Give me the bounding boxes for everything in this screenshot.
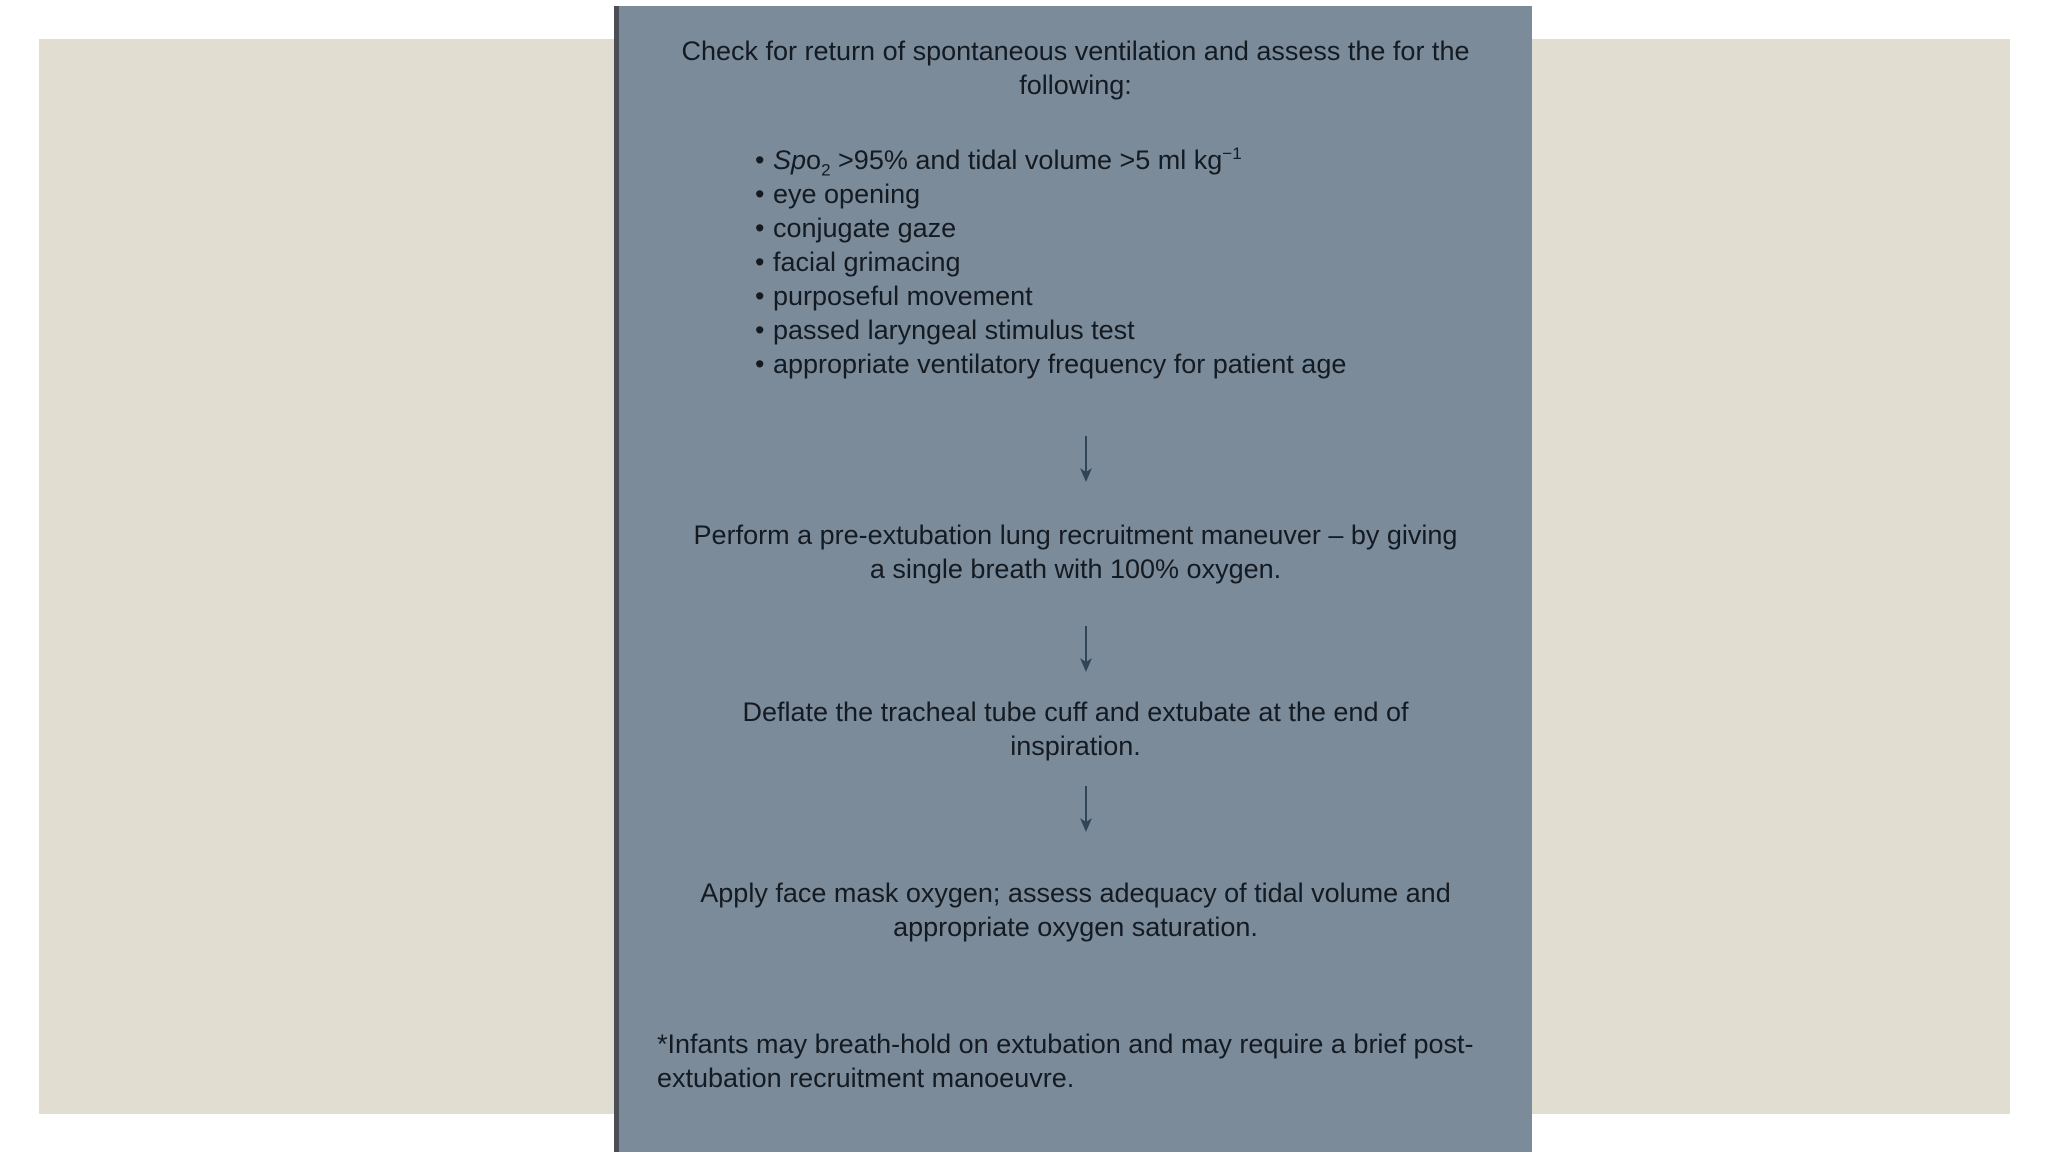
step-line-1: Perform a pre-extubation lung recruitment maneuver – by giving [693,520,1458,550]
criteria-item-label: passed laryngeal stimulus test [773,315,1135,345]
criteria-item [755,177,1346,211]
criteria-item [755,279,1346,313]
spo2-sup: −1 [1222,144,1242,163]
criteria-item-label: conjugate gaze [773,213,957,243]
flowchart-panel [614,6,1532,1152]
criteria-item-label: appropriate ventilatory frequency for patient age [773,349,1347,379]
criteria-item-label: purposeful movement [773,281,1033,311]
criteria-item [755,347,1346,381]
intro-text [619,34,1532,102]
step-line-2: inspiration. [1010,731,1141,761]
intro-line-1: Check for return of spontaneous ventilation and assess the for the [681,36,1470,66]
criteria-item [755,211,1346,245]
bullet: • [755,145,765,175]
spo2-var: Sp [773,145,807,175]
bullet: • [755,315,765,345]
criteria-list [755,143,1346,381]
bullet: • [755,349,765,379]
spo2-sub: 2 [821,160,831,180]
spo2-o: o [806,145,822,175]
step-line-2: a single breath with 100% oxygen. [869,554,1282,584]
step-face-mask [619,876,1532,944]
criteria-item-spo2 [755,143,1346,180]
bullet: • [755,281,765,311]
bullet: • [755,247,765,277]
footnote: *Infants may breath-hold on extubation and may require a brief post-extubation recruitment manoeuvre. [657,1029,1474,1093]
bullet: • [755,213,765,243]
criteria-item [755,313,1346,347]
step-extubate [619,695,1532,763]
step-recruitment [619,518,1532,586]
spo2-rest: >95% and tidal volume >5 ml kg [830,145,1223,175]
criteria-item-label: eye opening [773,179,921,209]
criteria-item-label: facial grimacing [773,247,961,277]
down-arrow-icon [1076,784,1096,834]
intro-line-2: following: [1019,70,1132,100]
step-line-1: Deflate the tracheal tube cuff and extubate at the end of [742,697,1409,727]
step-line-1: Apply face mask oxygen; assess adequacy of tidal volume and [700,878,1451,908]
down-arrow-icon [1076,624,1096,674]
down-arrow-icon [1076,434,1096,484]
criteria-item [755,245,1346,279]
step-line-2: appropriate oxygen saturation. [893,912,1258,942]
bullet: • [755,179,765,209]
